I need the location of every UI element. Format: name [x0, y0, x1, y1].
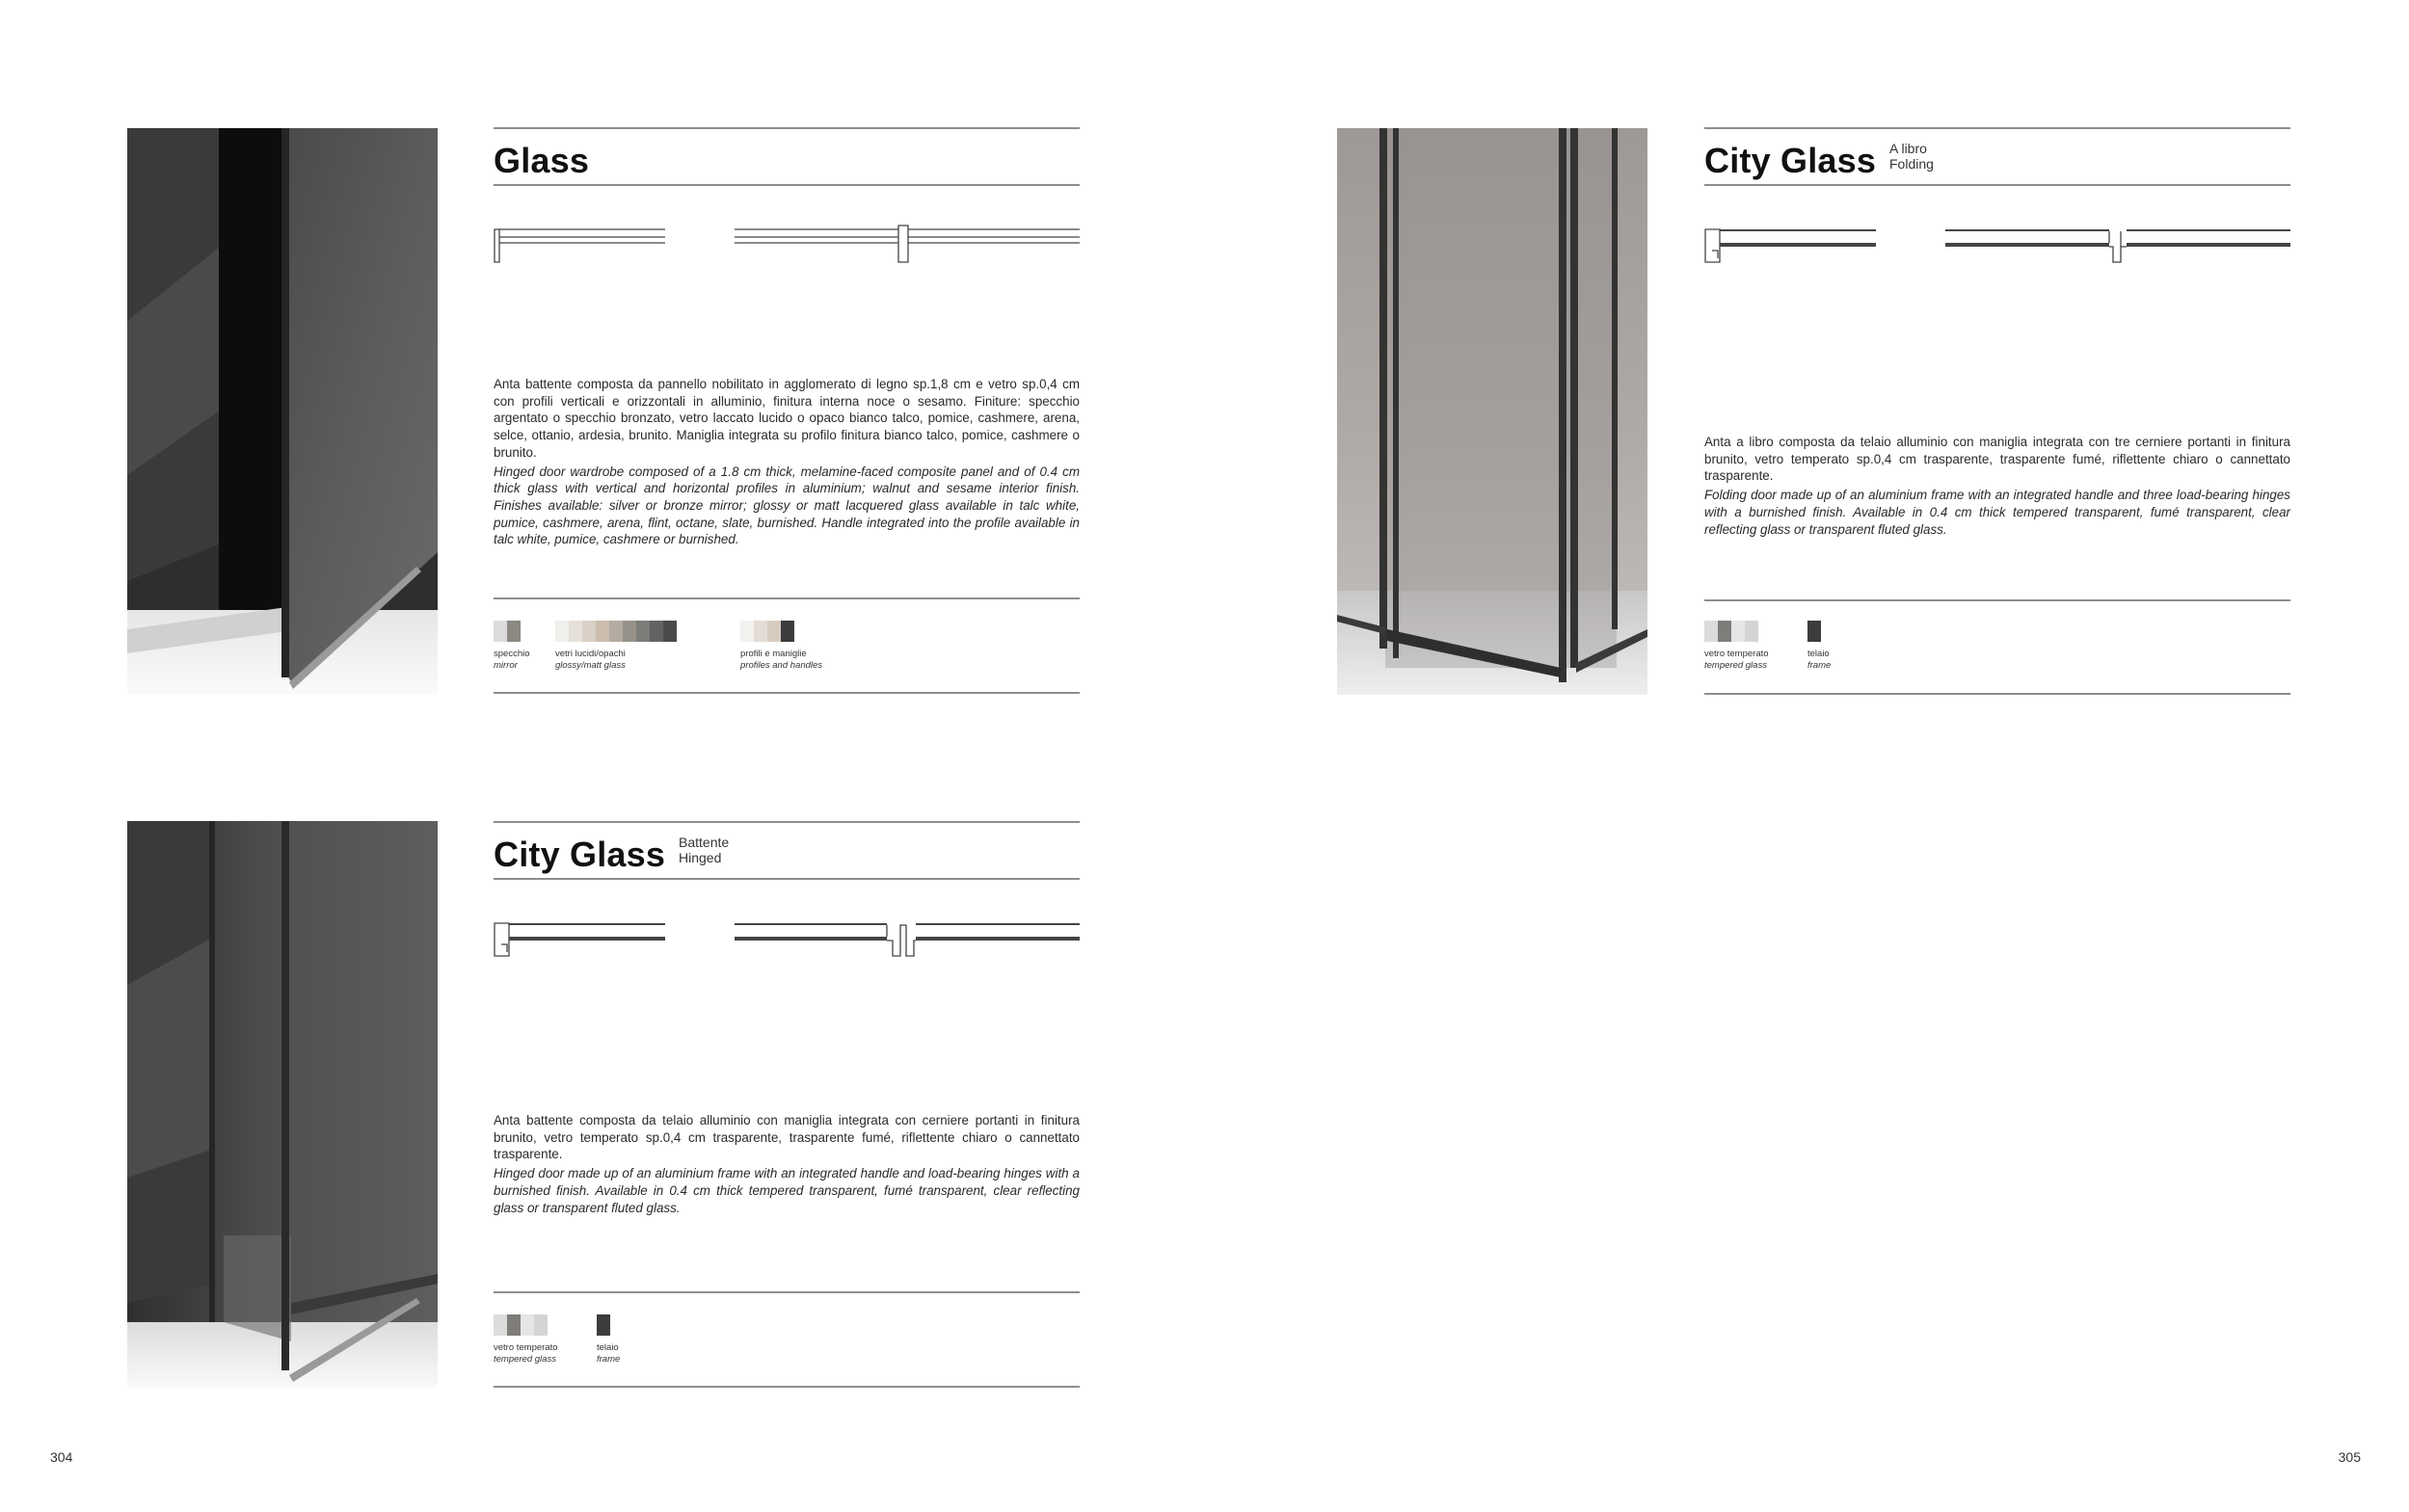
product-description — [1704, 434, 2290, 538]
color-swatch — [767, 621, 781, 642]
product-description — [494, 1112, 1080, 1216]
divider — [1704, 693, 2290, 695]
swatch-label: telaio — [597, 1342, 619, 1353]
swatch-label: vetri lucidi/opachi — [555, 649, 626, 659]
color-swatch — [494, 621, 507, 642]
description-english: Hinged door made up of an aluminium frame with an integrated handle and load-bearing hinges with a burnished finish. Available in 0.4 cm thick tempered transparent, fumé transparent, clear reflecting glass or transparent fluted glass. — [494, 1166, 1080, 1215]
swatch-label-english: tempered glass — [1704, 660, 1767, 671]
color-swatch — [569, 621, 582, 642]
product-description — [494, 376, 1080, 548]
plan-section-drawing — [494, 917, 1080, 975]
color-swatch — [623, 621, 636, 642]
swatch-label-english: glossy/matt glass — [555, 660, 626, 671]
divider — [1704, 127, 2290, 129]
subtitle-italian: A libro — [1889, 141, 1927, 156]
divider — [494, 127, 1080, 129]
swatch-group-tempered-glass — [1704, 621, 1769, 672]
swatch-label-english: profiles and handles — [740, 660, 823, 671]
product-title: City Glass — [1704, 141, 1877, 180]
color-swatch — [1731, 621, 1745, 642]
subtitle-english: Folding — [1889, 156, 1934, 172]
swatch-row — [555, 621, 677, 642]
product-photo-city-glass-hinged — [127, 821, 438, 1388]
color-swatch — [1718, 621, 1731, 642]
swatch-label-english: tempered glass — [494, 1354, 556, 1365]
color-swatch — [596, 621, 609, 642]
color-swatch — [781, 621, 794, 642]
color-swatch — [507, 1314, 521, 1336]
swatch-row — [494, 621, 530, 642]
color-swatch — [521, 1314, 534, 1336]
description-italian: Anta battente composta da telaio alluminio con maniglia integrata con cerniere portanti in finitura brunito, vetro temperato sp.0,4 cm trasparente, trasparente fumé, riflettente chiaro o cannettato trasparente. — [494, 1113, 1080, 1162]
description-english: Hinged door wardrobe composed of a 1.8 cm thick, melamine-faced composite panel and of 0.4 cm thick glass with vertical and horizontal profiles in aluminium; walnut and sesame interior finish. Finishes available: silver or bronze mirror; glossy or matt lacquered glass available in talc white, pumice, cashmere, arena, flint, octane, slate, burnished. Handle integrated into the profile available in talc white, pumice, cashmere or burnished. — [494, 464, 1080, 547]
swatch-row — [1704, 621, 1769, 642]
swatch-label: vetro temperato — [1704, 649, 1769, 659]
divider — [1704, 599, 2290, 601]
color-swatch — [663, 621, 677, 642]
product-photo-glass — [127, 128, 438, 695]
swatch-row — [1807, 621, 1831, 642]
product-subtitle — [679, 835, 729, 865]
divider — [494, 184, 1080, 186]
swatch-label: telaio — [1807, 649, 1830, 659]
swatch-row — [494, 1314, 558, 1336]
swatch-group-frame — [1807, 621, 1831, 672]
divider — [494, 1386, 1080, 1388]
swatch-group-mirror — [494, 621, 530, 672]
color-swatch — [494, 1314, 507, 1336]
color-swatch — [636, 621, 650, 642]
swatch-group-profiles — [740, 621, 822, 672]
color-swatch — [650, 621, 663, 642]
swatch-label: vetro temperato — [494, 1342, 558, 1353]
product-photo-city-glass-folding — [1337, 128, 1647, 695]
description-english: Folding door made up of an aluminium frame with an integrated handle and three load-bearing hinges with a burnished finish. Available in 0.4 cm thick tempered transparent, fumé transparent, clear reflecting glass or transparent fluted glass. — [1704, 488, 2290, 537]
description-italian: Anta a libro composta da telaio alluminio con maniglia integrata con tre cerniere portanti in finitura brunito, vetro temperato sp.0,4 cm trasparente, trasparente fumé, riflettente chiaro o cannettato trasparente. — [1704, 435, 2290, 484]
color-swatch — [555, 621, 569, 642]
swatch-label-english: mirror — [494, 660, 518, 671]
plan-section-drawing — [1704, 224, 2290, 281]
product-title: Glass — [494, 141, 590, 180]
swatch-group-tempered-glass — [494, 1314, 558, 1366]
color-swatch — [740, 621, 754, 642]
swatch-row — [740, 621, 822, 642]
swatch-label-english: frame — [597, 1354, 621, 1365]
color-swatch — [1745, 621, 1758, 642]
swatch-label-english: frame — [1807, 660, 1832, 671]
divider — [494, 1291, 1080, 1293]
subtitle-italian: Battente — [679, 835, 730, 850]
divider — [494, 821, 1080, 823]
divider — [494, 597, 1080, 599]
divider — [1704, 184, 2290, 186]
swatch-label: profili e maniglie — [740, 649, 807, 659]
swatch-group-glass — [555, 621, 677, 672]
color-swatch — [754, 621, 767, 642]
color-swatch — [1704, 621, 1718, 642]
swatch-label: specchio — [494, 649, 530, 659]
color-swatch — [597, 1314, 610, 1336]
swatch-group-frame — [597, 1314, 620, 1366]
product-subtitle — [1889, 141, 1934, 172]
page-number-left: 304 — [50, 1449, 73, 1465]
divider — [494, 692, 1080, 694]
page-number-right: 305 — [2338, 1449, 2361, 1465]
divider — [494, 878, 1080, 880]
color-swatch — [609, 621, 623, 642]
color-swatch — [507, 621, 521, 642]
description-italian: Anta battente composta da pannello nobilitato in agglomerato di legno sp.1,8 cm e vetro sp.0,4 cm con profili verticali e orizzontali in alluminio, finitura interna noce o sesamo. Finiture: specchio argentato o specchio bronzato, vetro laccato lucido o opaco bianco talco, pomice, cashmere, arena, selce, ottanio, ardesia, brunito. Maniglia integrata su profilo finitura bianco talco, pomice, cashmere o brunito. — [494, 377, 1080, 460]
color-swatch — [582, 621, 596, 642]
product-title: City Glass — [494, 835, 666, 874]
color-swatch — [1807, 621, 1821, 642]
subtitle-english: Hinged — [679, 850, 722, 865]
swatch-row — [597, 1314, 620, 1336]
color-swatch — [534, 1314, 548, 1336]
plan-section-drawing — [494, 224, 1080, 281]
